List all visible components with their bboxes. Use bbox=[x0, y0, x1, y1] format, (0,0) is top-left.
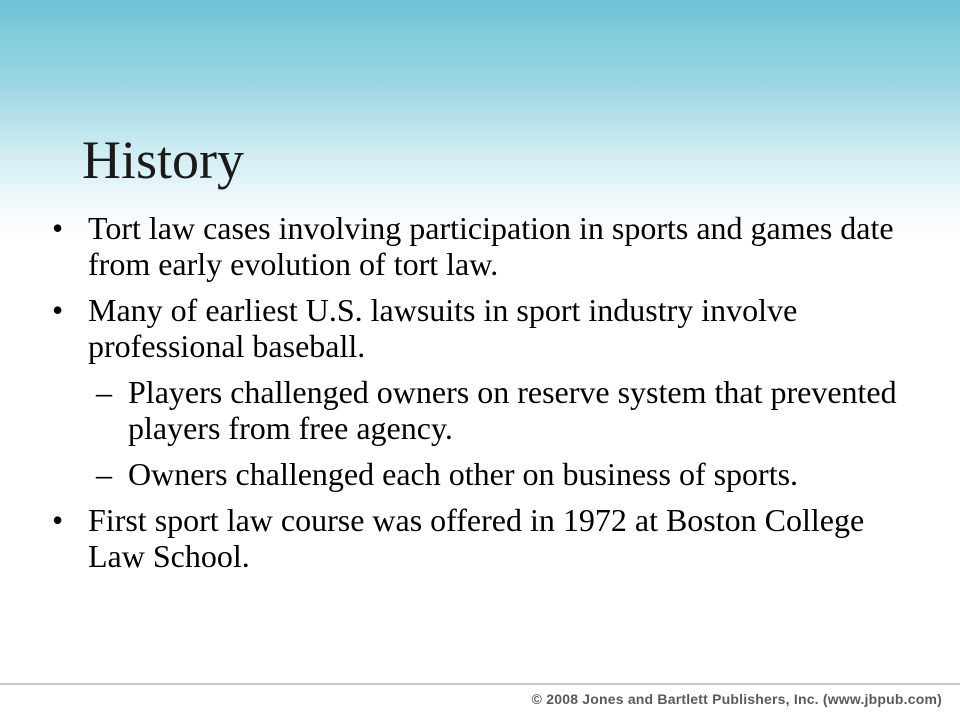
footer-divider bbox=[0, 683, 960, 685]
bullet-marker: • bbox=[52, 210, 64, 246]
dash-marker: – bbox=[96, 374, 112, 410]
bullet-text: Tort law cases involving participation in sports and games date from early evolution of tort law. bbox=[88, 210, 894, 282]
bullet-text: First sport law course was offered in 1972 at Boston College Law School. bbox=[88, 502, 865, 574]
sub-bullet-item bbox=[48, 374, 908, 446]
dash-marker: – bbox=[96, 456, 112, 492]
bullet-text: Many of earliest U.S. lawsuits in sport industry involve professional baseball. bbox=[88, 292, 798, 364]
sub-bullet-text: Players challenged owners on reserve system that prevented players from free agency. bbox=[128, 374, 897, 446]
bullet-marker: • bbox=[52, 292, 64, 328]
copyright-notice: © 2008 Jones and Bartlett Publishers, Inc. (www.jbpub.com) bbox=[531, 691, 942, 707]
bullet-item bbox=[48, 210, 908, 282]
bullet-item bbox=[48, 292, 908, 364]
sub-bullet-item bbox=[48, 456, 908, 492]
slide-title: History bbox=[82, 130, 244, 190]
bullet-marker: • bbox=[52, 502, 64, 538]
bullet-list bbox=[48, 210, 908, 584]
bullet-item bbox=[48, 502, 908, 574]
sub-bullet-text: Owners challenged each other on business of sports. bbox=[128, 456, 799, 492]
